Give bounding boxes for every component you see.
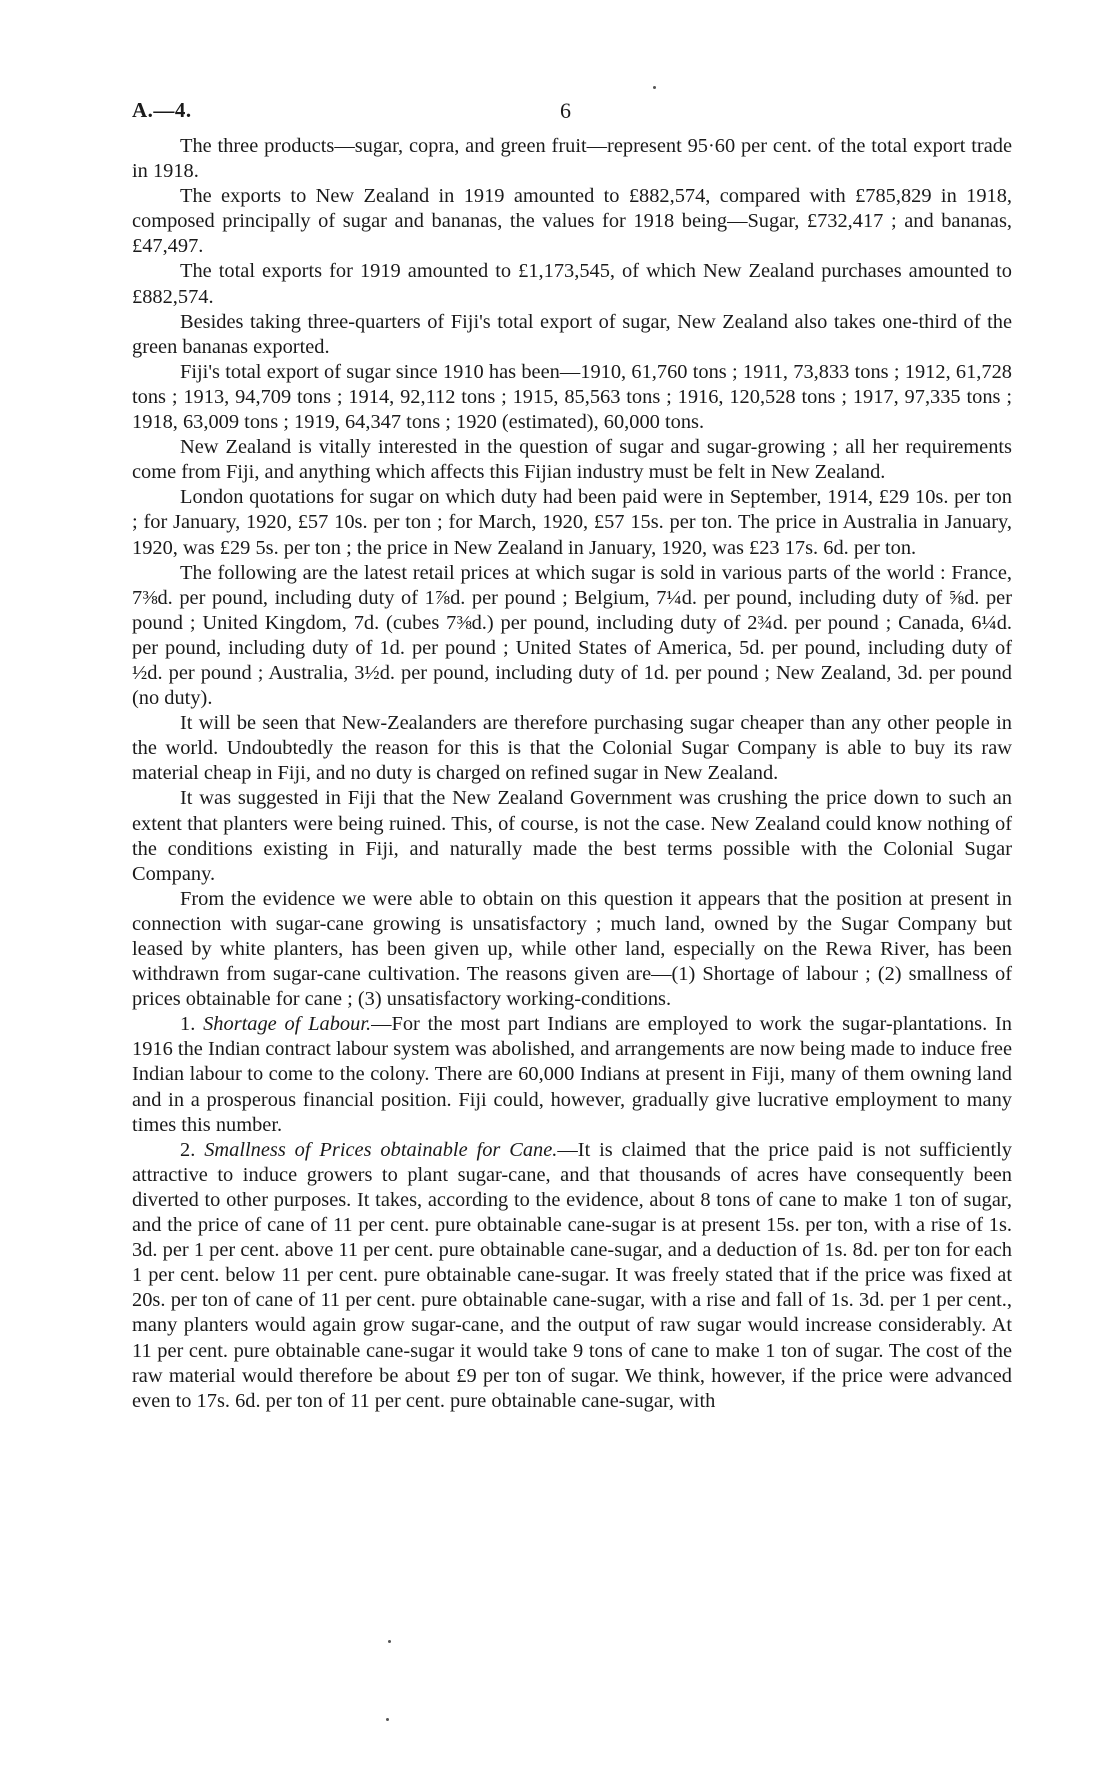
- print-speck: [388, 1640, 391, 1643]
- section-text: —For the most part Indians are employed to work the sugar-plantations. In 1916 the Indian contract labour system was abolished, and arrangements are now being made to induce free Indian labour to come to the colony. There are 60,000 Indians at present in Fiji, many of them owning land and in a prosperous financial position. Fiji could, however, gradually give lucrative employment to many times this number.: [132, 1013, 1012, 1136]
- document-page: [132, 98, 1012, 1414]
- paragraph: The three products—sugar, copra, and green fruit—represent 95·60 per cent. of the total export trade in 1918.: [132, 135, 1012, 183]
- section-text: —It is claimed that the price paid is not sufficiently attractive to induce growers to plant sugar-cane, and that thousands of acres have consequently been diverted to other purposes. It takes, according to the evidence, about 8 tons of cane to make 1 ton of sugar, and the price of cane of 11 per cent. pure obtainable cane-sugar is at present 15s. per ton, with a rise of 1s. 3d. per 1 per cent. above 11 per cent. pure obtainable cane-sugar, and a deduction of 1s. 8d. per ton for each 1 per cent. below 11 per cent. pure obtainable cane-sugar. It was freely stated that if the price was fixed at 20s. per ton of cane of 11 per cent. pure obtainable cane-sugar, with a rise and fall of 1s. 3d. per 1 per cent., many planters would again grow sugar-cane, and the output of raw sugar would increase considerably. At 11 per cent. pure obtainable cane-sugar it would take 9 tons of cane to make 1 ton of sugar. The cost of the raw material would therefore be about £9 per ton of sugar. We think, however, if the price were advanced even to 17s. 6d. per ton of 11 per cent. pure obtainable cane-sugar, with: [132, 1138, 1012, 1412]
- paragraph: Besides taking three-quarters of Fiji's total export of sugar, New Zealand also takes one-third of the green bananas exported.: [132, 310, 1012, 358]
- paragraph: New Zealand is vitally interested in the question of sugar and sugar-growing ; all her requirements come from Fiji, and anything which affects this Fijian industry must be felt in New Zealand.: [132, 436, 1012, 484]
- section-heading: Smallness of Prices obtainable for Cane.: [204, 1138, 558, 1161]
- paragraph: It was suggested in Fiji that the New Zealand Government was crushing the price down to such an extent that planters were being ruined. This, of course, is not the case. New Zealand could know nothing of the conditions existing in Fiji, and naturally made the best terms possible with the Colonial Sugar Company.: [132, 787, 1012, 885]
- section-number: 2.: [180, 1138, 196, 1161]
- body-text: [132, 134, 1012, 1414]
- page-number: 6: [560, 98, 571, 123]
- paragraph: The exports to New Zealand in 1919 amounted to £882,574, compared with £785,829 in 1918, composed principally of sugar and bananas, the values for 1918 being—Sugar, £732,417 ; and bananas, £47,497.: [132, 185, 1012, 258]
- paragraph: London quotations for sugar on which duty had been paid were in September, 1914, £29 10s. per ton ; for January, 1920, £57 10s. per ton ; for March, 1920, £57 15s. per ton. The price in Australia in January, 1920, was £29 5s. per ton ; the price in New Zealand in January, 1920, was £23 17s. 6d. per ton.: [132, 486, 1012, 559]
- section-heading: Shortage of Labour.: [203, 1013, 372, 1036]
- page-header: [132, 98, 1012, 134]
- paragraph: Fiji's total export of sugar since 1910 has been—1910, 61,760 tons ; 1911, 73,833 tons ; 1912, 61,728 tons ; 1913, 94,709 tons ; 1914, 92,112 tons ; 1915, 85,563 tons ; 1916, 120,528 tons ; 1917, 97,335 tons ; 1918, 63,009 tons ; 1919, 64,347 tons ; 1920 (estimated), 60,000 tons.: [132, 360, 1012, 434]
- section-number: 1.: [180, 1013, 196, 1036]
- paragraph: The following are the latest retail prices at which sugar is sold in various parts of the world : France, 7⅜d. per pound, including duty of 1⅞d. per pound ; Belgium, 7¼d. per pound, including duty of ⅝d. per pound ; United Kingdom, 7d. (cubes 7⅜d.) per pound, including duty of 2¾d. per pound ; Canada, 6¼d. per pound, including duty of 1d. per pound ; United States of America, 5d. per pound, including duty of ½d. per pound ; Australia, 3½d. per pound, including duty of 1d. per pound ; New Zealand, 3d. per pound (no duty).: [132, 561, 1012, 710]
- section-smallness-of-prices: [132, 1138, 1012, 1414]
- print-speck: [386, 1718, 389, 1721]
- paragraph: The total exports for 1919 amounted to £1,173,545, of which New Zealand purchases amounted to £882,574.: [132, 260, 1012, 308]
- document-reference: A.—4.: [132, 98, 192, 122]
- paragraph: It will be seen that New-Zealanders are therefore purchasing sugar cheaper than any other people in the world. Undoubtedly the reason for this is that the Colonial Sugar Company is able to buy its raw material cheap in Fiji, and no duty is charged on refined sugar in New Zealand.: [132, 712, 1012, 785]
- paragraph: From the evidence we were able to obtain on this question it appears that the position at present in connection with sugar-cane growing is unsatisfactory ; much land, owned by the Sugar Company but leased by white planters, has been given up, while other land, especially on the Rewa River, has been withdrawn from sugar-cane cultivation. The reasons given are—(1) Shortage of labour ; (2) smallness of prices obtainable for cane ; (3) unsatisfactory working-conditions.: [132, 887, 1012, 1011]
- print-speck: [653, 86, 656, 89]
- section-shortage-of-labour: [132, 1012, 1012, 1137]
